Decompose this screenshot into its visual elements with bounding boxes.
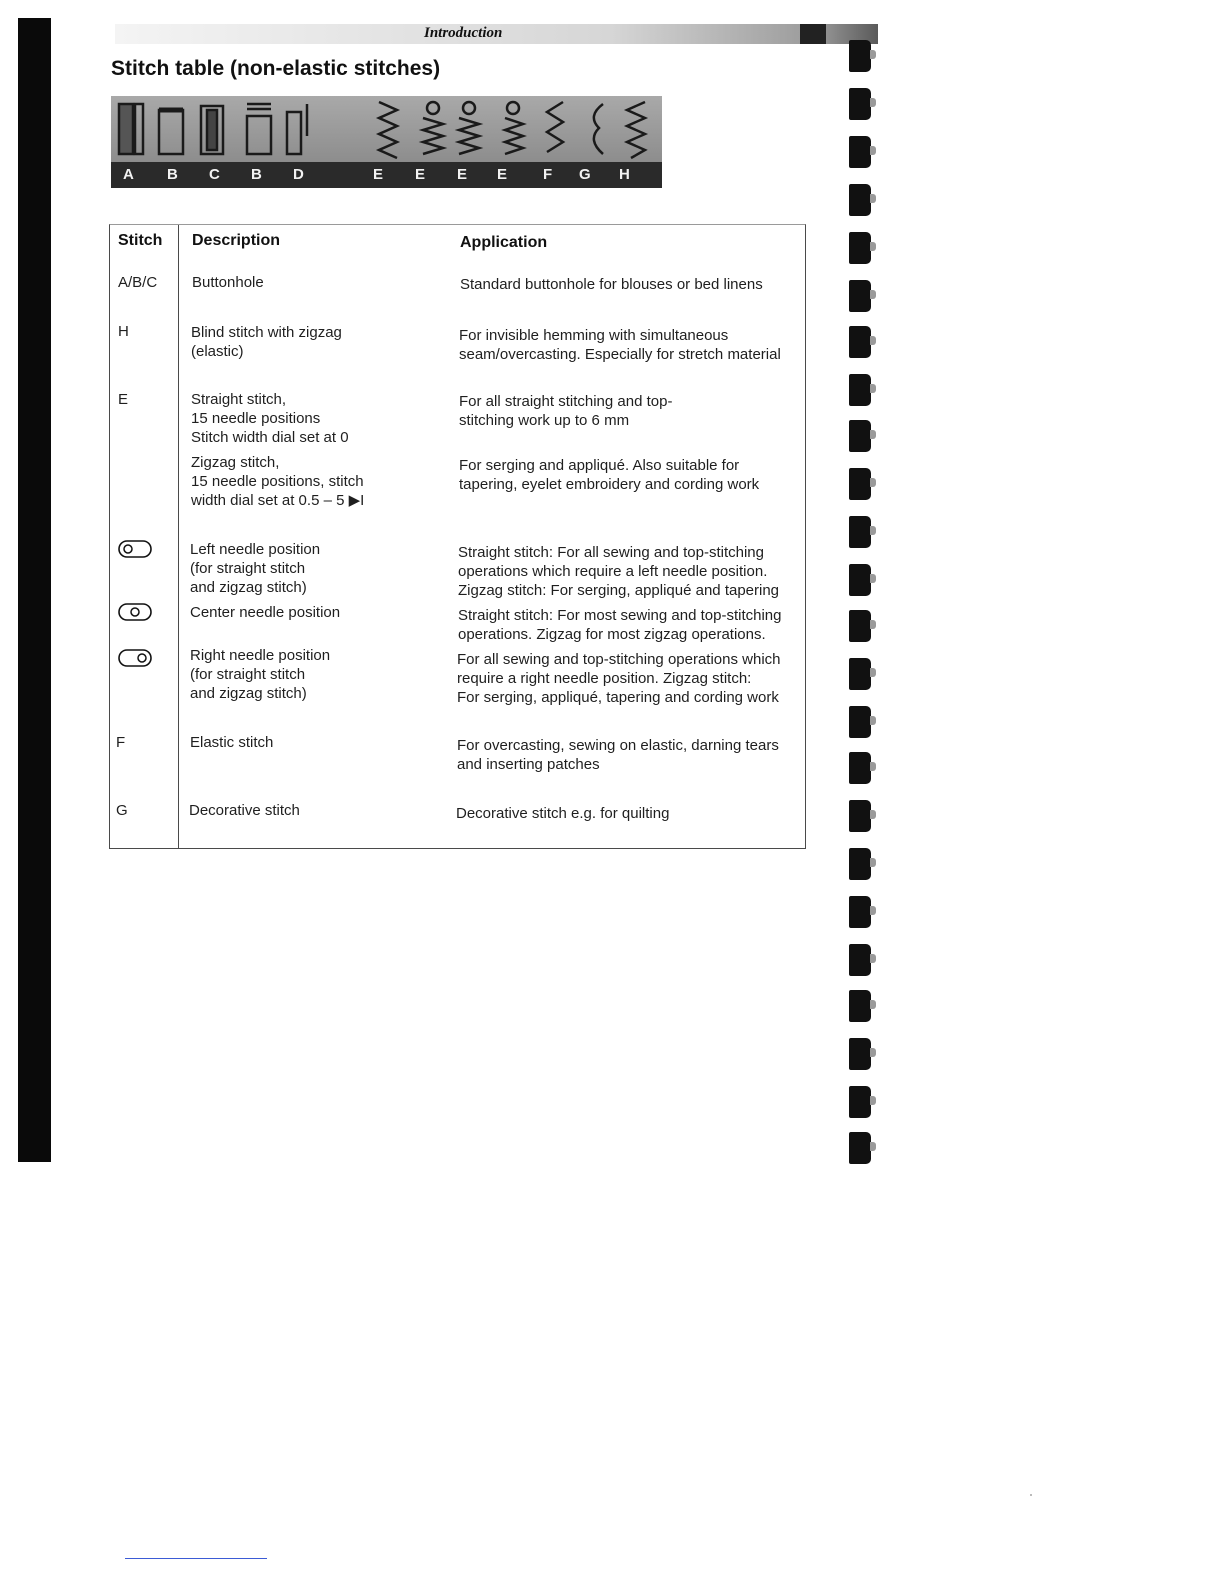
table-row-stitch: F (116, 734, 126, 751)
column-header-application: Application (460, 234, 548, 251)
index-tab (849, 88, 871, 120)
index-tab (849, 800, 871, 832)
index-tab (849, 280, 871, 312)
stitch-letter: E (373, 166, 384, 183)
table-row-description: Zigzag stitch, (191, 454, 280, 471)
stitch-selector-strip (111, 96, 662, 188)
stitch-letter: E (415, 166, 426, 183)
right-needle-position-icon (118, 649, 152, 667)
page-title: Stitch table (non-elastic stitches) (111, 57, 441, 80)
table-row-description: Buttonhole (192, 274, 264, 291)
index-tab (849, 658, 871, 690)
index-tab (849, 184, 871, 216)
stitch-letter: C (209, 166, 220, 183)
stitch-letter-row (111, 162, 662, 188)
table-row-description: (for straight stitch (190, 560, 306, 577)
table-row-application: stitching work up to 6 mm (459, 412, 630, 429)
table-row-application: seam/overcasting. Especially for stretch material (459, 346, 781, 363)
index-tab (849, 1038, 871, 1070)
table-row-description: width dial set at 0.5 – 5 ▶I (191, 492, 365, 509)
table-row-description: Center needle position (190, 604, 341, 621)
index-tab (849, 326, 871, 358)
index-tab (849, 848, 871, 880)
table-row-stitch: H (118, 323, 129, 340)
index-tab (849, 706, 871, 738)
table-row-application: and inserting patches (457, 756, 600, 773)
table-row-application: Zigzag stitch: For serging, appliqué and tapering (458, 582, 780, 599)
table-row-application: Standard buttonhole for blouses or bed linens (460, 276, 763, 293)
index-tab (849, 136, 871, 168)
index-tab (849, 516, 871, 548)
buttonhole-c-icon (201, 106, 223, 154)
table-row-application: Decorative stitch e.g. for quilting (456, 805, 670, 822)
table-row-description: 15 needle positions (191, 410, 321, 427)
table-row-application: operations which require a left needle position. (458, 563, 768, 580)
buttonhole-b-icon (159, 110, 183, 154)
table-row-application: require a right needle position. Zigzag stitch: (457, 670, 752, 687)
table-row-stitch: E (118, 391, 129, 408)
table-row-application: operations. Zigzag for most zigzag operations. (458, 626, 766, 643)
zigzag-center-icon (459, 102, 479, 154)
index-tab (849, 420, 871, 452)
index-tab (849, 896, 871, 928)
table-row-application: For serging and appliqué. Also suitable for (459, 457, 740, 474)
table-row-description: Decorative stitch (189, 802, 300, 819)
table-row-description: Stitch width dial set at 0 (191, 429, 349, 446)
table-row-description: and zigzag stitch) (190, 579, 307, 596)
stitch-pattern-icons (111, 96, 662, 162)
table-row-application: For invisible hemming with simultaneous (459, 327, 729, 344)
section-header-title: Introduction (424, 25, 503, 41)
index-tab (849, 990, 871, 1022)
index-tab (849, 1086, 871, 1118)
table-row-stitch: G (116, 802, 128, 819)
index-tabs (844, 22, 878, 1172)
table-row-application: tapering, eyelet embroidery and cording work (459, 476, 760, 493)
stitch-letter: D (293, 166, 304, 183)
table-row-description: Elastic stitch (190, 734, 274, 751)
table-row-description: Right needle position (190, 647, 331, 664)
table-row-description: (for straight stitch (190, 666, 306, 683)
table-row-application: Straight stitch: For all sewing and top-stitching (458, 544, 764, 561)
index-tab (849, 1132, 871, 1164)
table-row-description: (elastic) (191, 343, 244, 360)
index-tab (849, 564, 871, 596)
table-row-application: Straight stitch: For most sewing and top-stitching (458, 607, 782, 624)
index-tab (849, 232, 871, 264)
stitch-letter: H (619, 166, 630, 183)
table-row-application: For overcasting, sewing on elastic, darning tears (457, 737, 779, 754)
elastic-stitch-icon (547, 102, 563, 152)
table-row-description: Straight stitch, (191, 391, 287, 408)
table-row-description: Blind stitch with zigzag (191, 324, 342, 341)
column-header-stitch: Stitch (118, 232, 163, 249)
stitch-letter: G (579, 166, 591, 183)
zigzag-stitch-icon (423, 102, 443, 154)
table-row-application: For all sewing and top-stitching operations which (457, 651, 781, 668)
stitch-letter: F (543, 166, 553, 183)
binding-spine (18, 18, 51, 1162)
buttonhole-b2-icon (247, 104, 271, 154)
index-tab (849, 610, 871, 642)
table-row-application: For serging, appliqué, tapering and cording work (457, 689, 779, 706)
index-tab (849, 944, 871, 976)
index-tab (849, 468, 871, 500)
decorative-stitch-icon (594, 104, 603, 154)
stitch-letter: A (123, 166, 134, 183)
center-needle-position-icon (118, 603, 152, 621)
scan-speck (1030, 1494, 1032, 1496)
buttonhole-a-icon (119, 104, 143, 154)
footer-rule (125, 1558, 267, 1559)
column-header-description: Description (192, 232, 281, 249)
stitch-letter: E (457, 166, 468, 183)
stitch-letter: B (167, 166, 178, 183)
stitch-letter: E (497, 166, 508, 183)
column-divider (178, 225, 179, 848)
index-tab (849, 40, 871, 72)
straight-stitch-icon (379, 102, 397, 158)
table-row-description: and zigzag stitch) (190, 685, 307, 702)
index-tab (849, 752, 871, 784)
table-row-description: Left needle position (190, 541, 321, 558)
stitch-table (109, 224, 806, 849)
buttonhole-d-icon (287, 104, 307, 154)
left-needle-position-icon (118, 540, 152, 558)
table-row-description: 15 needle positions, stitch (191, 473, 364, 490)
table-row-stitch: A/B/C (118, 274, 158, 291)
blind-stitch-icon (627, 102, 645, 158)
table-row-application: For all straight stitching and top- (459, 393, 673, 410)
stitch-letter: B (251, 166, 262, 183)
index-tab (849, 374, 871, 406)
zigzag-right-icon (505, 102, 523, 154)
